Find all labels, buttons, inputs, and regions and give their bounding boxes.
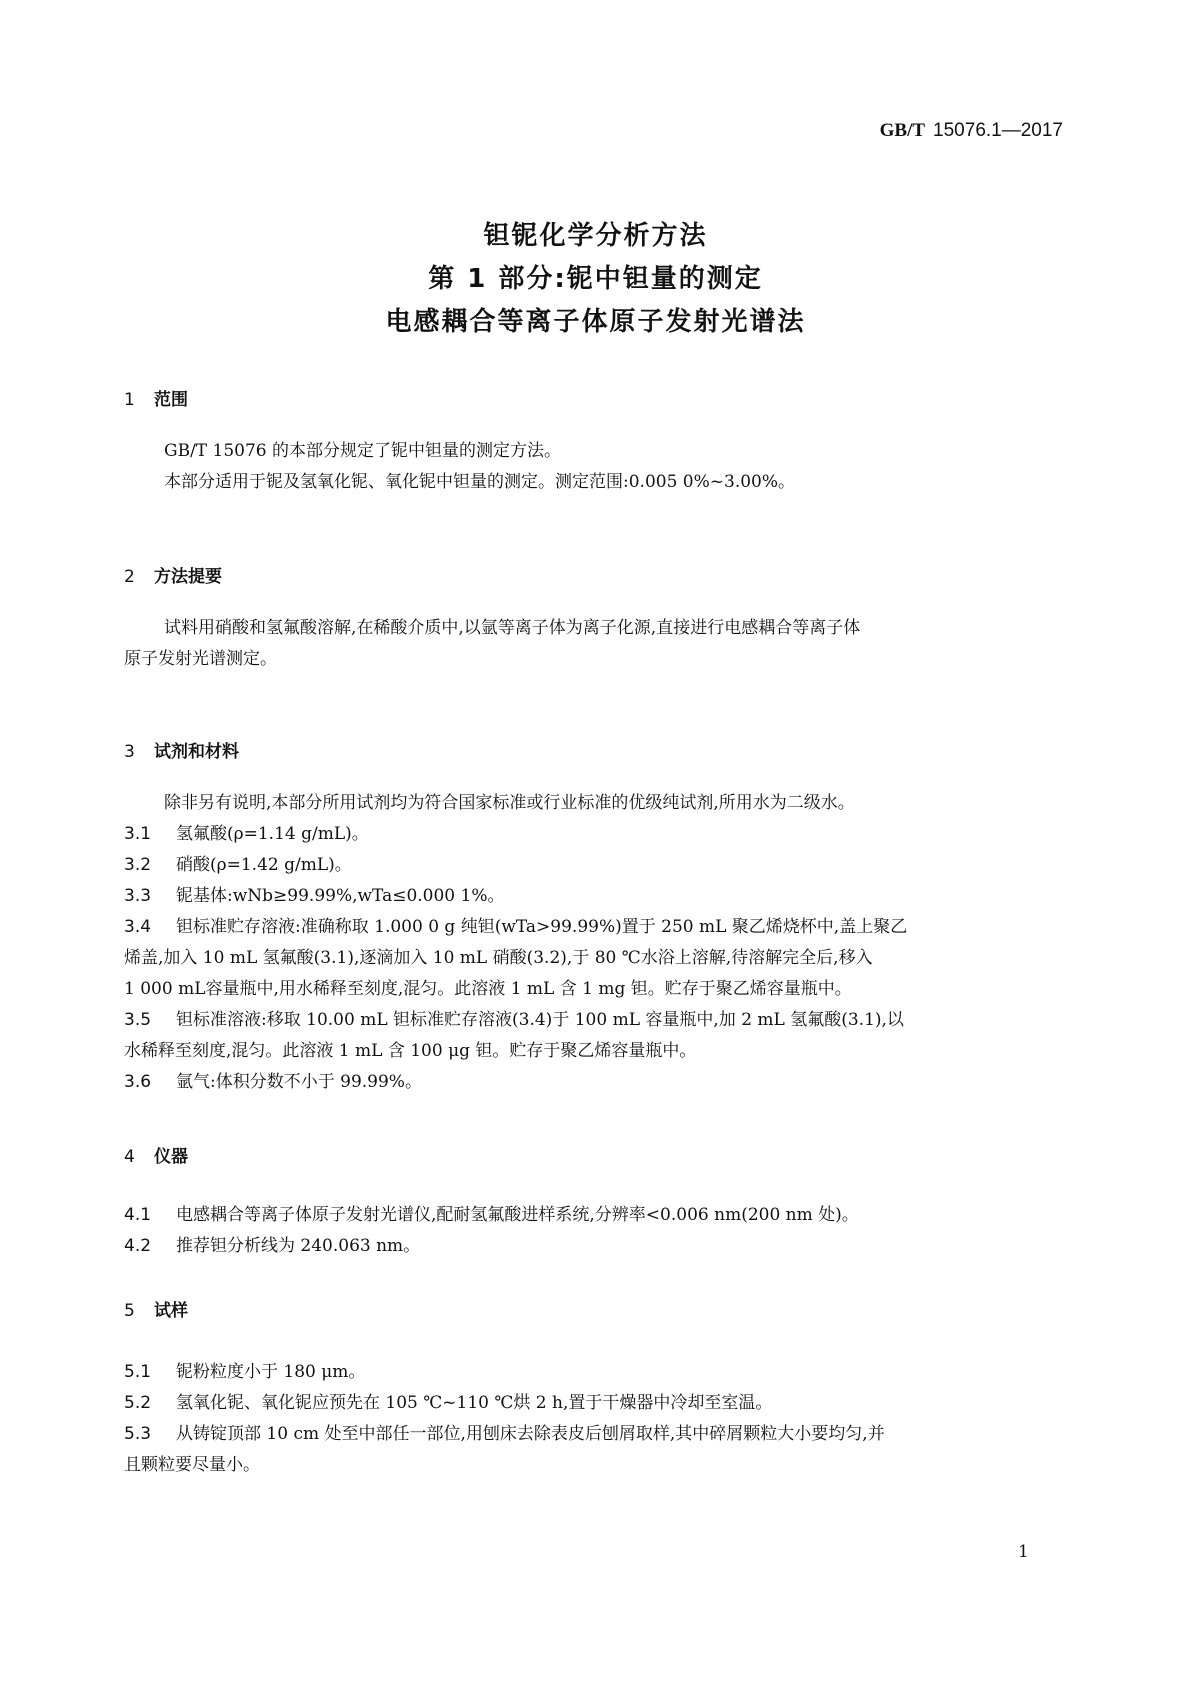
clause-text: 钽标准溶液:移取 10.00 mL 钽标准贮存溶液(3.4)于 100 mL 容量瓶中,加 2 mL 氢氟酸(3.1),以 (176, 1010, 904, 1030)
clause-number: 3.1 (124, 824, 152, 844)
section-title: 仪器 (154, 1147, 188, 1167)
clause-number: 3.2 (124, 855, 152, 875)
clause-3-6 (124, 1072, 422, 1092)
clause-text: 从铸锭顶部 10 cm 处至中部任一部位,用刨床去除表皮后刨屑取样,其中碎屑颗粒大小要均匀,并 (176, 1424, 885, 1444)
clause-text: 电感耦合等离子体原子发射光谱仪,配耐氢氟酸进样系统,分辨率<0.006 nm(200 nm 处)。 (176, 1205, 859, 1225)
clause-3-3 (124, 886, 505, 906)
clause-text: 硝酸(ρ=1.42 g/mL)。 (176, 855, 352, 875)
clause-text: 氩气:体积分数不小于 99.99%。 (176, 1072, 422, 1092)
clause-5-3-cont: 且颗粒要尽量小。 (124, 1455, 260, 1475)
section-2-heading (124, 562, 222, 587)
section-title: 试样 (154, 1301, 188, 1321)
clause-3-1 (124, 824, 369, 844)
section-4-heading (124, 1142, 188, 1167)
clause-number: 5.3 (124, 1424, 152, 1444)
clause-5-2 (124, 1393, 772, 1413)
section-number: 4 (124, 1147, 135, 1167)
clause-text: 钽标准贮存溶液:准确称取 1.000 0 g 纯钽(wTa>99.99%)置于 250 mL 聚乙烯烧杯中,盖上聚乙 (176, 917, 908, 937)
clause-5-1 (124, 1362, 365, 1382)
std-number: 15076.1—2017 (933, 120, 1063, 141)
clause-3-4-cont1: 烯盖,加入 10 mL 氢氟酸(3.1),逐滴加入 10 mL 硝酸(3.2),于 80 ℃水浴上溶解,待溶解完全后,移入 (124, 948, 873, 968)
clause-number: 4.1 (124, 1205, 152, 1225)
clause-number: 3.6 (124, 1072, 152, 1092)
clause-4-1 (124, 1205, 859, 1225)
s1-paragraph-2: 本部分适用于铌及氢氧化铌、氧化铌中钽量的测定。测定范围:0.005 0%~3.00%。 (164, 472, 796, 492)
section-1-heading (124, 385, 188, 410)
clause-3-5-cont: 水稀释至刻度,混匀。此溶液 1 mL 含 100 μg 钽。贮存于聚乙烯容量瓶中。 (124, 1041, 697, 1061)
clause-3-2 (124, 855, 352, 875)
clause-3-4 (124, 917, 907, 937)
section-5-heading (124, 1296, 188, 1321)
clause-4-2 (124, 1236, 420, 1256)
clause-text: 氢氧化铌、氧化铌应预先在 105 ℃~110 ℃烘 2 h,置于干燥器中冷却至室温。 (176, 1393, 773, 1413)
s2-paragraph-line1: 试料用硝酸和氢氟酸溶解,在稀酸介质中,以氩等离子体为离子化源,直接进行电感耦合等离子体 (164, 618, 861, 638)
section-title: 范围 (154, 390, 188, 410)
clause-number: 3.3 (124, 886, 152, 906)
doc-title-line3: 电感耦合等离子体原子发射光谱法 (385, 307, 806, 337)
clause-number: 3.4 (124, 917, 152, 937)
clause-5-3 (124, 1424, 885, 1444)
s1-paragraph-1: GB/T 15076 的本部分规定了铌中钽量的测定方法。 (164, 441, 562, 461)
clause-text: 推荐钽分析线为 240.063 nm。 (176, 1236, 421, 1256)
clause-3-5 (124, 1010, 904, 1030)
standard-number (880, 120, 1063, 142)
s2-paragraph-line2: 原子发射光谱测定。 (124, 649, 277, 669)
section-3-heading (124, 737, 239, 762)
section-number: 2 (124, 567, 135, 587)
section-number: 5 (124, 1301, 135, 1321)
section-title: 方法提要 (154, 567, 222, 587)
section-number: 1 (124, 390, 135, 410)
page-number: 1 (1018, 1542, 1029, 1562)
std-prefix: GB/T (879, 120, 926, 141)
clause-text: 铌基体:wNb≥99.99%,wTa≤0.000 1%。 (176, 886, 505, 906)
s3-intro: 除非另有说明,本部分所用试剂均为符合国家标准或行业标准的优级纯试剂,所用水为二级水。 (164, 793, 855, 813)
doc-title-line2: 第 1 部分:铌中钽量的测定 (428, 264, 763, 294)
clause-number: 5.2 (124, 1393, 152, 1413)
clause-text: 氢氟酸(ρ=1.14 g/mL)。 (176, 824, 369, 844)
clause-number: 3.5 (124, 1010, 152, 1030)
section-number: 3 (124, 742, 135, 762)
clause-number: 4.2 (124, 1236, 152, 1256)
doc-title-line1: 钽铌化学分析方法 (483, 221, 708, 251)
section-title: 试剂和材料 (154, 742, 239, 762)
clause-text: 铌粉粒度小于 180 μm。 (176, 1362, 366, 1382)
clause-3-4-cont2: 1 000 mL容量瓶中,用水稀释至刻度,混匀。此溶液 1 mL 含 1 mg 钽。贮存于聚乙烯容量瓶中。 (124, 979, 852, 999)
clause-number: 5.1 (124, 1362, 152, 1382)
